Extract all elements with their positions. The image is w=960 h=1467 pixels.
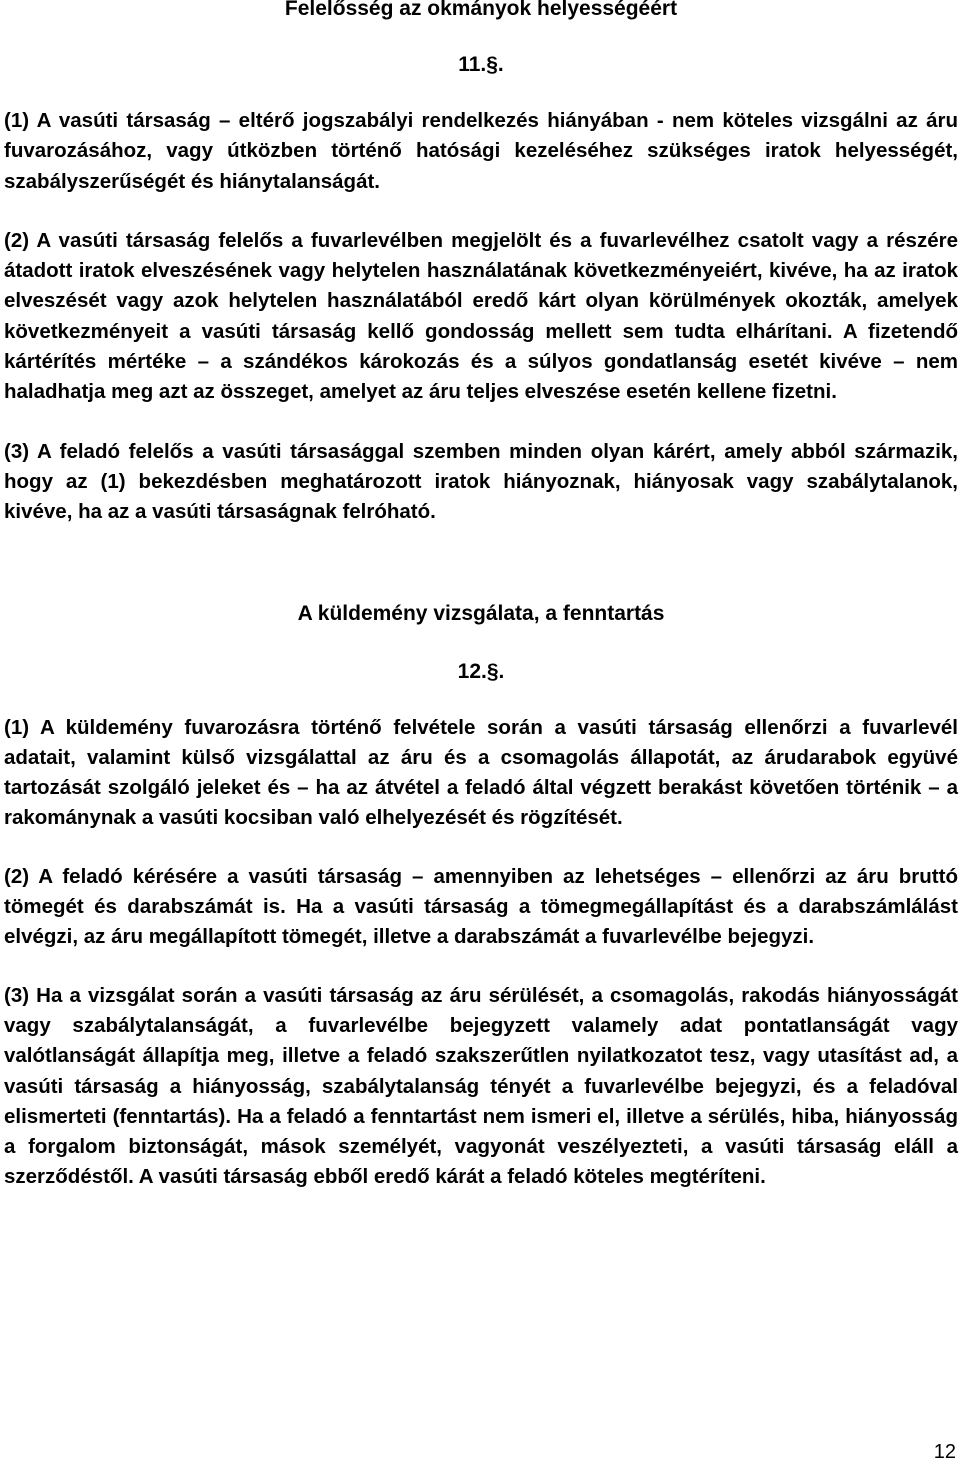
paragraph: (2) A vasúti társaság felelős a fuvarlevélben megjelölt és a fuvarlevélhez csatolt vagy a részére átadott iratok elveszésének vagy helytelen használatának következményeiért, kivéve, ha az iratok elveszését vagy azok helytelen használatából eredő kárt olyan körülmények okozták, amelyek következményeit a vasúti társaság kellő gondosság mellett sem tudta elhárítani. A fizetendő kártérítés mértéke – a szándékos károkozás és a súlyos gondatlanság esetét kivéve – nem haladhatja meg azt az összeget, amelyet az áru teljes elveszése esetén kellene fizetni. [4, 228, 958, 404]
section-title: Felelősség az okmányok helyességéért [284, 0, 678, 20]
paragraph: (1) A küldemény fuvarozásra történő felvétele során a vasúti társaság ellenőrzi a fuvarlevél adatait, valamint külső vizsgálattal az áru és a csomagolás állapotát, az árudarabok együvé tartozását szolgáló jeleket és – ha az átvétel a feladó által végzett berakást követően történik – a rakománynak a vasúti kocsiban való elhelyezését és rögzítését. [4, 715, 958, 830]
page-number: 12 [933, 1441, 956, 1463]
paragraph: (2) A feladó kérésére a vasúti társaság – amennyiben az lehetséges – ellenőrzi az áru bruttó tömegét és darabszámát is. Ha a vasúti társaság a tömegmegállapítást és a darabszámlálást elvégzi, az áru megállapított tömegét, illetve a darabszámát a fuvarlevélbe bejegyzi. [4, 864, 958, 949]
section-title: A küldemény vizsgálata, a fenntartás [297, 601, 665, 625]
document-page [4, 0, 958, 1193]
section-number: 11.§. [458, 53, 504, 76]
section-number: 12.§. [457, 659, 505, 683]
paragraph: (3) A feladó felelős a vasúti társasággal szemben minden olyan kárért, amely abból származik, hogy az (1) bekezdésben meghatározott iratok hiányoznak, hiányosak vagy szabálytalanok, kivéve, ha az a vasúti társaságnak felróható. [4, 439, 958, 524]
paragraph: (3) Ha a vizsgálat során a vasúti társaság az áru sérülését, a csomagolás, rakodás hiányosságát vagy szabálytalanságát, a fuvarlevélbe bejegyzett valamely adat pontatlanságát vagy valótlanságát állapítja meg, illetve a feladó szakszerűtlen nyilatkozatot tesz, vagy utasítást ad, a vasúti társaság a hiányosság, szabálytalanság tényét a fuvarlevélbe bejegyzi, és a feladóval elismerteti (fenntartás). Ha a feladó a fenntartást nem ismeri el, illetve a sérülés, hiba, hiányosság a forgalom biztonságát, mások személyét, vagyonát veszélyezteti, a vasúti társaság eláll a szerződéstől. A vasúti társaság ebből eredő kárát a feladó köteles megtéríteni. [4, 983, 958, 1189]
paragraph: (1) A vasúti társaság – eltérő jogszabályi rendelkezés hiányában - nem köteles vizsgálni az áru fuvarozásához, vagy útközben történő hatósági kezeléséhez szükséges iratok helyességét, szabályszerűségét és hiánytalanságát. [4, 109, 958, 193]
